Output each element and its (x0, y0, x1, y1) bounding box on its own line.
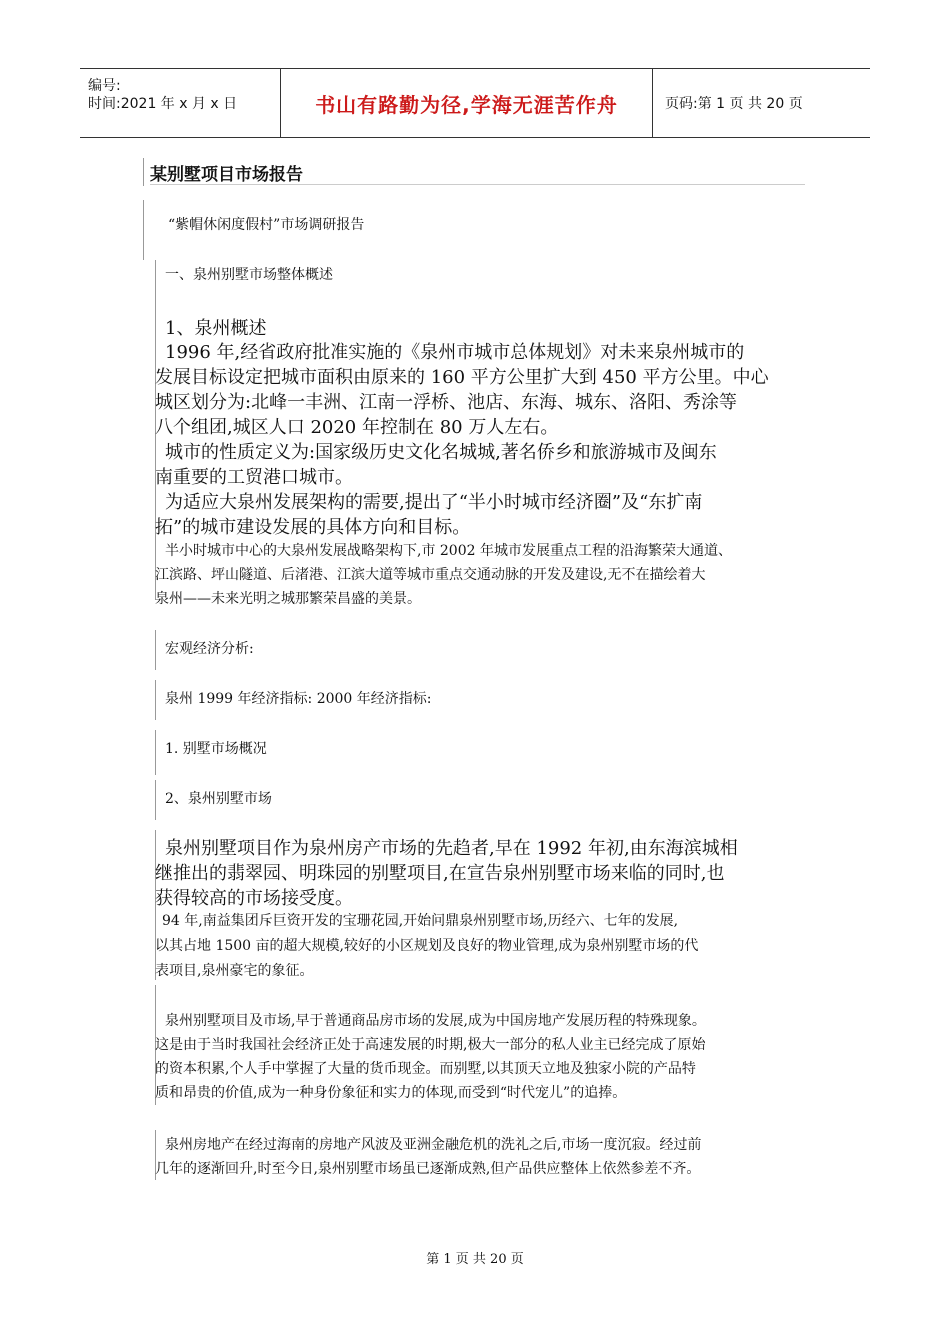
margin-bar (155, 630, 156, 670)
page-footer: 第 1 页 共 20 页 (426, 1252, 524, 1267)
paragraph-line: 八个组团,城区人口 2020 年控制在 80 万人左右。 (155, 417, 559, 438)
paragraph-line: 质和昂贵的价值,成为一种身份象征和实力的体现,而受到“时代宠儿”的追捧。 (155, 1085, 627, 1101)
document-date-label: 时间:2021 年 x 月 x 日 (88, 96, 238, 112)
paragraph-line: 拓”的城市建设发展的具体方向和目标。 (155, 517, 471, 538)
margin-bar (155, 300, 156, 600)
paragraph-line: 为适应大泉州发展架构的需要,提出了“半小时城市经济圈”及“东扩南 (165, 492, 703, 513)
paragraph-line: 南重要的工贸港口城市。 (155, 467, 353, 488)
title-rule (150, 184, 805, 185)
header-meta-cell (80, 69, 281, 137)
macro-heading: 宏观经济分析: (165, 641, 254, 657)
margin-bar (155, 680, 156, 720)
paragraph-line: 继推出的翡翠园、明珠园的别墅项目,在宣告泉州别墅市场来临的同时,也 (155, 863, 725, 884)
margin-bar (155, 730, 156, 775)
paragraph-line: 1996 年,经省政府批准实施的《泉州市城市总体规划》对未来泉州城市的 (165, 342, 745, 363)
document-title: 某别墅项目市场报告 (150, 165, 303, 185)
paragraph-line: 发展目标设定把城市面积由原来的 160 平方公里扩大到 450 平方公里。中心 (155, 367, 769, 388)
header-page-info: 页码:第 1 页 共 20 页 (665, 96, 803, 112)
paragraph-line: 泉州房地产在经过海南的房地产风波及亚洲金融危机的洗礼之后,市场一度沉寂。经过前 (165, 1137, 702, 1153)
paragraph-line: 城市的性质定义为:国家级历史文化名城城,著名侨乡和旅游城市及闽东 (165, 442, 717, 463)
paragraph-line: 以其占地 1500 亩的超大规模,较好的小区规划及良好的物业管理,成为泉州别墅市场的代 (155, 938, 699, 954)
paragraph-line: 泉州——未来光明之城那繁荣昌盛的美景。 (155, 591, 421, 607)
paragraph-line: 半小时城市中心的大泉州发展战略架构下,市 2002 年城市发展重点工程的沿海繁荣大通道、 (165, 543, 732, 559)
margin-bar (155, 780, 156, 820)
paragraph-line: 泉州别墅项目作为泉州房产市场的先趋者,早在 1992 年初,由东海滨城相 (165, 838, 738, 859)
paragraph-line: 泉州别墅项目及市场,早于普通商品房市场的发展,成为中国房地产发展历程的特殊现象。 (165, 1013, 706, 1029)
margin-bar (155, 260, 156, 300)
paragraph-line: 城区划分为:北峰一丰洲、江南一浮桥、池店、东海、城东、洛阳、秀涂等 (155, 392, 738, 413)
villa-market-heading: 2、泉州别墅市场 (165, 791, 272, 807)
villa-overview-heading: 1. 别墅市场概况 (165, 741, 267, 757)
section-heading: 一、泉州别墅市场整体概述 (165, 267, 333, 283)
margin-bar (143, 200, 144, 260)
page-header (80, 68, 870, 138)
paragraph-line: 94 年,南益集团斥巨资开发的宝珊花园,开始问鼎泉州别墅市场,历经六、七年的发展, (162, 913, 679, 929)
document-subtitle: “紫帽休闲度假村”市场调研报告 (168, 217, 365, 233)
paragraph-line: 江滨路、坪山隧道、后渚港、江滨大道等城市重点交通动脉的开发及建设,无不在描绘着大 (155, 567, 706, 583)
paragraph-line: 获得较高的市场接受度。 (155, 888, 353, 909)
header-motto: 书山有路勤为径,学海无涯苦作舟 (281, 69, 653, 137)
paragraph-line: 这是由于当时我国社会经济正处于高速发展的时期,极大一部分的私人业主已经完成了原始 (155, 1037, 706, 1053)
economic-indicators: 泉州 1999 年经济指标: 2000 年经济指标: (165, 691, 432, 707)
paragraph-line: 表项目,泉州豪宅的象征。 (155, 963, 314, 979)
paragraph-line: 的资本积累,个人手中掌握了大量的货币现金。而别墅,以其顶天立地及独家小院的产品特 (155, 1061, 696, 1077)
document-number-label: 编号: (88, 78, 121, 94)
margin-bar (143, 158, 144, 186)
subsection-heading: 1、泉州概述 (165, 318, 267, 339)
paragraph-line: 几年的逐渐回升,时至今日,泉州别墅市场虽已逐渐成熟,但产品供应整体上依然参差不齐。 (155, 1161, 701, 1177)
